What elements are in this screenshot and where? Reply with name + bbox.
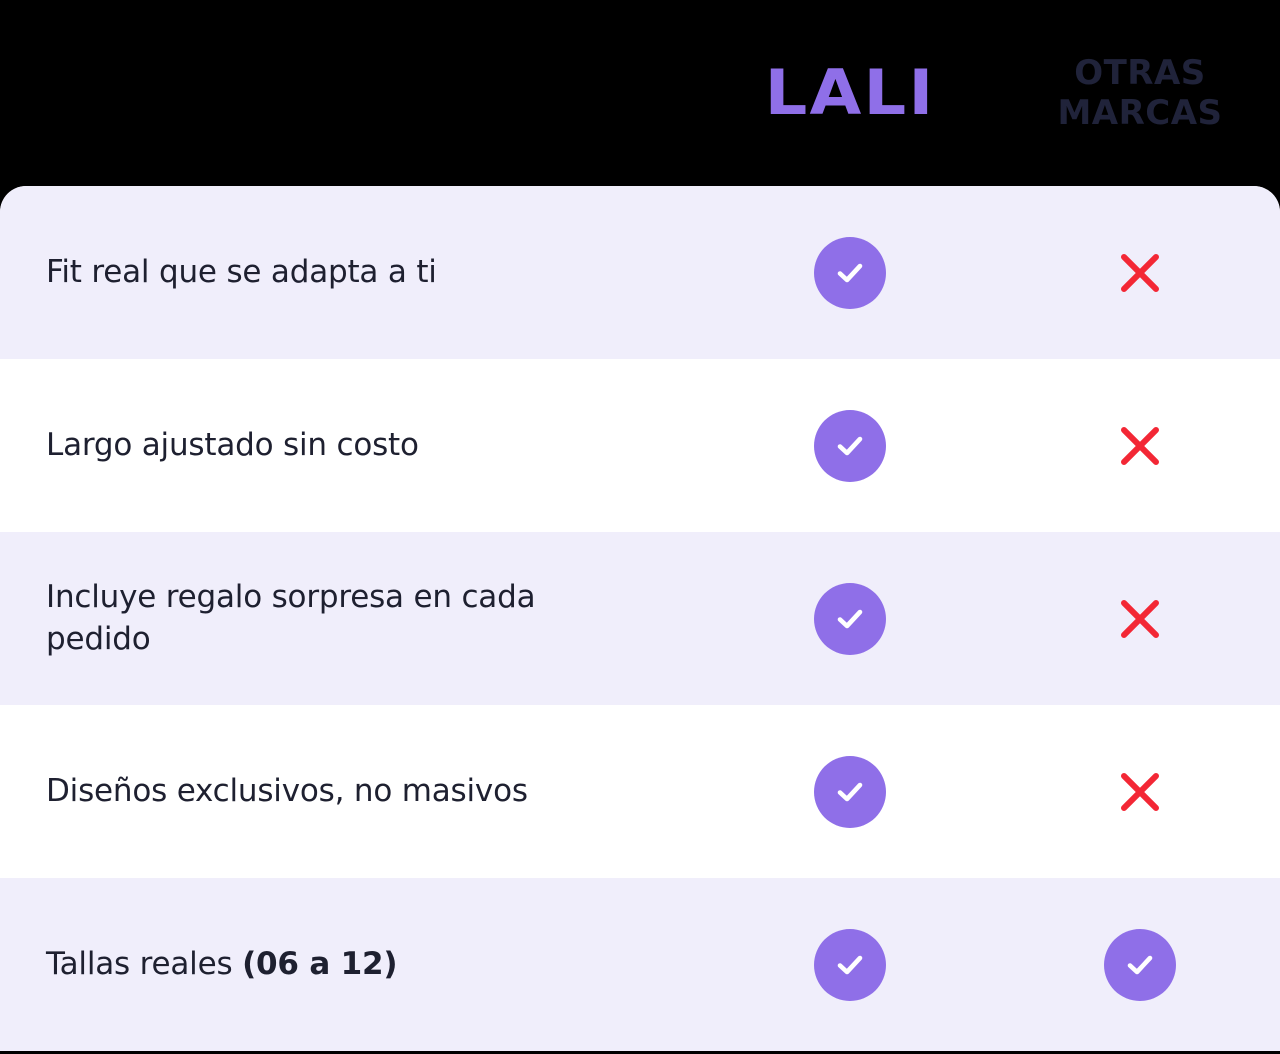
other-brands-heading bbox=[1057, 53, 1222, 133]
row-label-emphasis: (06 a 12) bbox=[242, 945, 398, 982]
check-icon bbox=[814, 929, 886, 1001]
other-brands-column bbox=[1000, 53, 1280, 133]
row-label bbox=[0, 425, 700, 467]
brand-logo-column bbox=[700, 56, 1000, 129]
other-brands-line-2: MARCAS bbox=[1057, 93, 1223, 133]
row-label bbox=[0, 944, 700, 986]
row-label-text: Fit real que se adapta a ti bbox=[46, 253, 437, 290]
other-brands-cell bbox=[1000, 589, 1280, 649]
other-brands-cell bbox=[1000, 416, 1280, 476]
other-brands-cell bbox=[1000, 243, 1280, 303]
check-icon bbox=[814, 756, 886, 828]
row-label-text: Largo ajustado sin costo bbox=[46, 426, 419, 463]
cross-icon bbox=[1110, 243, 1170, 303]
lali-cell bbox=[700, 929, 1000, 1001]
table-row bbox=[0, 186, 1280, 359]
cross-icon bbox=[1110, 416, 1170, 476]
other-brands-cell bbox=[1000, 929, 1280, 1001]
table-row bbox=[0, 878, 1280, 1051]
row-label bbox=[0, 252, 700, 294]
row-label bbox=[0, 771, 700, 813]
lali-wordmark-icon: LALI bbox=[764, 56, 936, 129]
check-icon bbox=[814, 583, 886, 655]
row-label-text: Diseños exclusivos, no masivos bbox=[46, 772, 528, 809]
row-label bbox=[0, 577, 700, 661]
check-icon bbox=[1104, 929, 1176, 1001]
lali-cell bbox=[700, 583, 1000, 655]
lali-cell bbox=[700, 410, 1000, 482]
comparison-table bbox=[0, 186, 1280, 1051]
other-brands-cell bbox=[1000, 762, 1280, 822]
comparison-header bbox=[0, 0, 1280, 186]
table-row bbox=[0, 705, 1280, 878]
cross-icon bbox=[1110, 762, 1170, 822]
row-label-text: Incluye regalo sorpresa en cada pedido bbox=[46, 578, 536, 657]
row-label-text: Tallas reales bbox=[46, 945, 243, 982]
table-row bbox=[0, 532, 1280, 705]
table-row bbox=[0, 359, 1280, 532]
lali-cell bbox=[700, 756, 1000, 828]
cross-icon bbox=[1110, 589, 1170, 649]
check-icon bbox=[814, 237, 886, 309]
check-icon bbox=[814, 410, 886, 482]
lali-cell bbox=[700, 237, 1000, 309]
other-brands-line-1: OTRAS bbox=[1074, 52, 1206, 93]
